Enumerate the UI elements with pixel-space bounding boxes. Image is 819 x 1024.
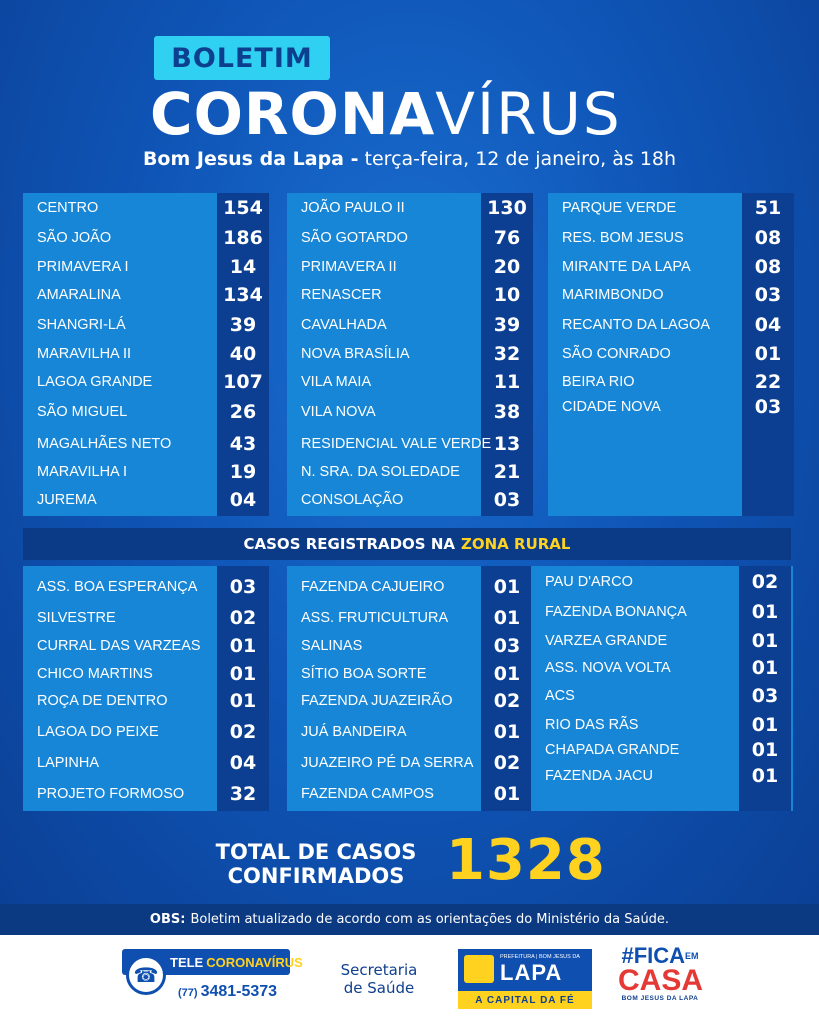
case-count: 03 [493,635,521,657]
tele-phone-number [178,983,277,1001]
neighborhood-name: MARIMBONDO [562,287,664,303]
case-count: 20 [493,256,521,278]
table-row [548,281,794,309]
case-count: 02 [493,690,521,712]
tele-number: 3481-5373 [200,983,278,1000]
neighborhood-name: SÃO GOTARDO [301,230,408,246]
case-count: 01 [229,690,257,712]
table-row [548,194,794,222]
table-row [531,598,793,626]
case-count: 01 [751,739,779,761]
case-count: 03 [493,489,521,511]
case-count: 02 [751,571,779,593]
case-count: 03 [754,284,782,306]
fica-word: FICA [633,943,686,968]
case-count: 26 [229,401,257,423]
neighborhood-name: JUREMA [37,492,97,508]
neighborhood-name: CAVALHADA [301,317,387,333]
case-count: 43 [229,433,257,455]
obs-text: Boletim atualizado de acordo com as orientações do Ministério da Saúde. [190,912,670,927]
case-count: 76 [493,227,521,249]
case-count: 01 [751,765,779,787]
case-count: 19 [229,461,257,483]
urban-panel-2 [287,193,533,516]
case-count: 154 [223,197,263,219]
tele-coronavirus-logo [122,949,303,1009]
neighborhood-name: CHICO MARTINS [37,666,153,682]
neighborhood-name: MARAVILHA II [37,346,132,362]
case-count: 01 [751,630,779,652]
table-row [531,736,793,764]
table-row [23,458,269,486]
fica-city: BOM JESUS DA LAPA [621,995,699,1002]
table-row [531,654,793,682]
neighborhood-name: FAZENDA JUAZEIRÃO [301,693,453,709]
neighborhood-name: FAZENDA CAMPOS [301,786,434,802]
total-label [200,840,432,888]
table-row [287,660,533,688]
neighborhood-name: FAZENDA JACU [545,768,653,784]
neighborhood-name: SHANGRI-LÁ [37,317,126,333]
title-bold: CORONA [150,80,436,148]
secretaria-line1: Secretaria [340,961,418,979]
total-value: 1328 [446,828,606,893]
neighborhood-name: MARAVILHA I [37,464,127,480]
neighborhood-name: SÃO CONRADO [562,346,671,362]
case-count: 01 [751,601,779,623]
rural-panel-1 [23,566,269,811]
table-row [287,687,533,715]
case-count: 186 [223,227,263,249]
neighborhood-name: ASS. FRUTICULTURA [301,610,449,626]
tele-label: TELE [170,954,204,970]
neighborhood-name: PARQUE VERDE [562,200,677,216]
case-count: 04 [754,314,782,336]
subtitle [0,148,819,170]
fica-em-casa-logo [618,945,702,1017]
case-count: 32 [493,343,521,365]
neighborhood-name: ASS. NOVA VOLTA [545,660,671,676]
case-count: 107 [223,371,263,393]
case-count: 40 [229,343,257,365]
case-count: 01 [493,783,521,805]
lapa-prefeitura-text: PREFEITURA | BOM JESUS DA [500,954,580,960]
table-row [531,568,793,596]
rural-panel-2 [287,566,533,811]
case-count: 01 [493,721,521,743]
table-row [23,718,269,746]
table-row [548,311,794,339]
case-count: 08 [754,227,782,249]
table-row [23,687,269,715]
table-row [287,340,533,368]
neighborhood-name: LAGOA DO PEIXE [37,724,159,740]
neighborhood-name: RENASCER [301,287,382,303]
table-row [23,430,269,458]
table-row [287,430,533,458]
rural-section-header [23,528,791,560]
table-row [548,224,794,252]
table-row [23,749,269,777]
neighborhood-name: SILVESTRE [37,610,116,626]
tele-ddd: (77) [178,987,198,999]
case-count: 01 [751,714,779,736]
case-count: 01 [493,607,521,629]
case-count: 02 [493,752,521,774]
case-count: 21 [493,461,521,483]
table-row [23,632,269,660]
rural-header-text: CASOS REGISTRADOS NA [243,535,455,553]
case-count: 01 [751,657,779,679]
rural-panel-3 [531,566,793,811]
lapa-name: LAPA [500,960,563,985]
table-row [287,253,533,281]
table-row [23,340,269,368]
total-label-line2: CONFIRMADOS [227,864,405,888]
neighborhood-name: ACS [545,688,575,704]
case-count: 01 [754,343,782,365]
neighborhood-name: NOVA BRASÍLIA [301,346,410,362]
prefeitura-lapa-logo [458,949,592,1009]
neighborhood-name: SÍTIO BOA SORTE [301,666,427,682]
case-count: 14 [229,256,257,278]
neighborhood-name: N. SRA. DA SOLEDADE [301,464,460,480]
rural-header-highlight: ZONA RURAL [461,535,571,553]
table-row [548,340,794,368]
case-count: 08 [754,256,782,278]
obs-bar [0,904,819,935]
secretaria-saude-logo [324,961,434,997]
neighborhood-name: RECANTO DA LAGOA [562,317,710,333]
obs-label: OBS: [149,912,186,927]
table-row [531,682,793,710]
fica-casa: CASA [618,964,704,997]
neighborhood-name: PRIMAVERA II [301,259,397,275]
neighborhood-name: VILA MAIA [301,374,372,390]
neighborhood-name: PAU D'ARCO [545,574,633,590]
neighborhood-name: JUÁ BANDEIRA [301,724,407,740]
case-count: 51 [754,197,782,219]
neighborhood-name: JOÃO PAULO II [301,200,405,216]
neighborhood-name: FAZENDA BONANÇA [545,604,687,620]
phone-icon: ☎ [126,955,166,995]
total-label-line1: TOTAL DE CASOS [215,840,417,864]
neighborhood-name: CURRAL DAS VARZEAS [37,638,201,654]
urban-panel-3 [548,193,794,516]
city-emblem-icon [464,955,494,983]
neighborhood-name: MIRANTE DA LAPA [562,259,691,275]
table-row [287,368,533,396]
neighborhood-name: AMARALINA [37,287,121,303]
neighborhood-name: RIO DAS RÃS [545,717,639,733]
neighborhood-name: LAGOA GRANDE [37,374,153,390]
table-row [23,398,269,426]
subtitle-date: terça-feira, 12 de janeiro, às 18h [364,148,677,170]
neighborhood-name: CENTRO [37,200,99,216]
neighborhood-name: MAGALHÃES NETO [37,436,172,452]
neighborhood-name: RES. BOM JESUS [562,230,684,246]
table-row [287,718,533,746]
table-row [23,604,269,632]
case-count: 02 [229,607,257,629]
neighborhood-name: ASS. BOA ESPERANÇA [37,579,198,595]
table-row [287,458,533,486]
table-row [23,780,269,808]
case-count: 01 [229,663,257,685]
table-row [23,194,269,222]
table-row [287,632,533,660]
table-row [548,253,794,281]
title-light: VÍRUS [435,80,622,148]
table-row [23,311,269,339]
table-row [287,604,533,632]
table-row [23,660,269,688]
neighborhood-name: PRIMAVERA I [37,259,129,275]
case-count: 03 [229,576,257,598]
neighborhood-name: ROÇA DE DENTRO [37,693,168,709]
case-count: 22 [754,371,782,393]
table-row [287,749,533,777]
table-row [23,253,269,281]
case-count: 38 [493,401,521,423]
case-count: 13 [493,433,521,455]
neighborhood-name: CIDADE NOVA [562,399,661,415]
neighborhood-name: SÃO MIGUEL [37,404,128,420]
table-row [531,627,793,655]
case-count: 32 [229,783,257,805]
case-count: 02 [229,721,257,743]
table-row [531,762,793,790]
case-count: 01 [493,663,521,685]
table-row [287,486,533,514]
neighborhood-name: PROJETO FORMOSO [37,786,185,802]
table-row [287,311,533,339]
table-row [287,780,533,808]
table-row [23,486,269,514]
case-count: 10 [493,284,521,306]
case-count: 01 [229,635,257,657]
table-row [287,224,533,252]
case-count: 134 [223,284,263,306]
table-row [548,393,794,421]
neighborhood-name: SÃO JOÃO [37,230,112,246]
page-title [150,80,680,150]
neighborhood-name: CHAPADA GRANDE [545,742,680,758]
neighborhood-name: BEIRA RIO [562,374,635,390]
case-count: 11 [493,371,521,393]
neighborhood-name: CONSOLAÇÃO [301,492,404,508]
table-row [548,368,794,396]
table-row [23,368,269,396]
lapa-tagline: A CAPITAL DA FÉ [458,991,592,1009]
case-count: 04 [229,752,257,774]
neighborhood-name: RESIDENCIAL VALE VERDE [301,436,492,452]
case-count: 01 [493,576,521,598]
neighborhood-name: VILA NOVA [301,404,376,420]
table-row [23,224,269,252]
boletim-badge: BOLETIM [154,36,330,80]
secretaria-line2: de Saúde [343,979,415,997]
footer [0,935,819,1024]
table-row [287,398,533,426]
table-row [287,194,533,222]
case-count: 130 [487,197,527,219]
case-count: 39 [493,314,521,336]
table-row [23,573,269,601]
fica-em: EM [685,951,699,961]
case-count: 39 [229,314,257,336]
neighborhood-name: SALINAS [301,638,363,654]
table-row [287,281,533,309]
table-row [23,281,269,309]
subtitle-location: Bom Jesus da Lapa - [142,148,359,170]
neighborhood-name: JUAZEIRO PÉ DA SERRA [301,755,474,771]
case-count: 04 [229,489,257,511]
urban-panel-1 [23,193,269,516]
table-row [287,573,533,601]
table-row [531,711,793,739]
case-count: 03 [751,685,779,707]
neighborhood-name: FAZENDA CAJUEIRO [301,579,445,595]
neighborhood-name: LAPINHA [37,755,100,771]
fica-hash: # [621,943,634,968]
tele-highlight: CORONAVÍRUS [206,954,303,970]
neighborhood-name: VARZEA GRANDE [545,633,668,649]
case-count: 03 [754,396,782,418]
